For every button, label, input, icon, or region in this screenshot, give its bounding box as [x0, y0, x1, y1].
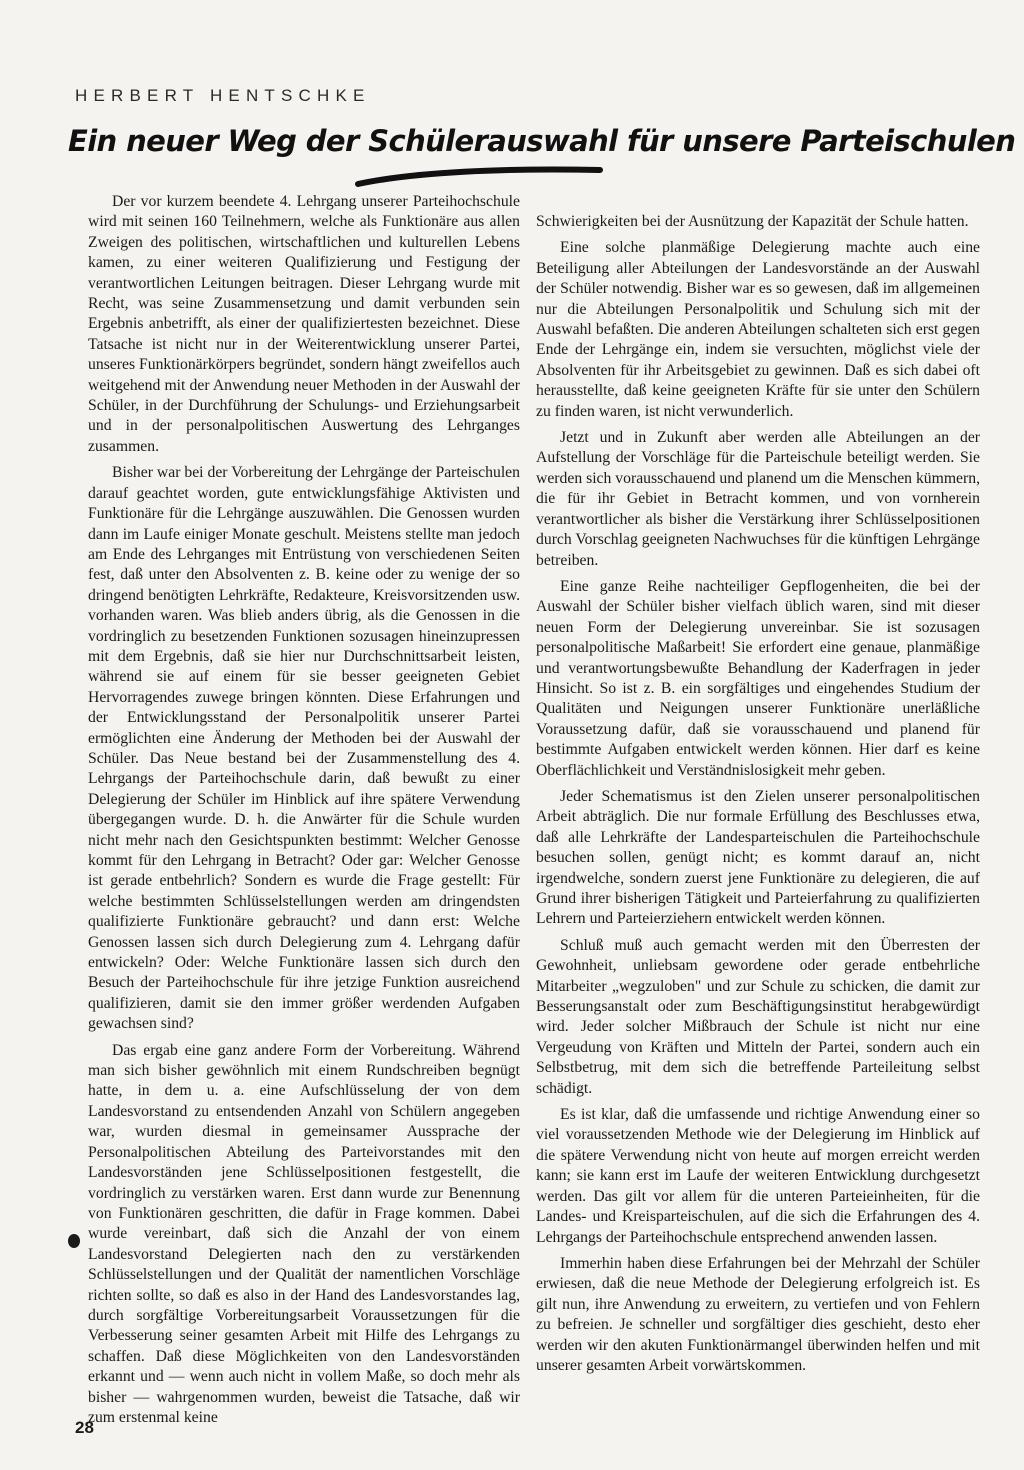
paragraph: Eine solche planmäßige Delegierung machte auch eine Beteiligung aller Abteilungen der Landesvorstände an der Auswahl der Schüler notwendig. Bisher war es so gewesen, daß im allgemeinen nur die Abteilungen Personalpolitik und Schulung sich mit der Auswahl befaßten. Die anderen Abteilungen schalteten sich erst gegen Ende der Lehrgänge ein, indem sie versuchten, möglichst viele der Absolventen für ihr Arbeitsgebiet zu gewinnen. Daß es sich dabei oft herausstellte, daß keine geeigneten Kräfte für sie unter den Schülern zu finden waren, ist nicht verwunderlich. — [536, 239, 980, 420]
paragraph: Das ergab eine ganz andere Form der Vorbereitung. Während man sich bisher gewöhnlich mit einem Rundschreiben begnügt hatte, in dem u. a. eine Aufschlüsselung der von dem Landesvorstand zu entsendenden Anzahl von Schülern angegeben war, wurden diesmal in gemeinsamer Aussprache der Personalpolitischen Abteilung des Parteivorstandes mit den Landesvorständen jene Schlüsselpositionen festgestellt, die vordringlich zu verstärken waren. Erst dann wurde zur Benennung von Funktionären geschritten, die dafür in Frage kommen. Dabei wurde vereinbart, daß sich die Anzahl der von einem Landesvorstand Delegierten nach den zu verstärkenden Schlüsselstellungen und der Qualität der namentlichen Vorschläge richten sollte, so daß es also in der Hand des Landesvorstandes lag, durch sorgfältige Vorbereitungsarbeit Voraussetzungen für die Verbesserung seiner gesamten Arbeit mit Hilfe des Lehrgangs zu schaffen. Daß diese Möglichkeiten von den Landesvorständen erkannt und — wenn auch nicht in vollem Maße, so doch mehr als bisher — wahrgenommen wurden, beweist die Tatsache, daß wir zum erstenmal keine — [88, 1041, 520, 1426]
paragraph: Jetzt und in Zukunft aber werden alle Abteilungen an der Aufstellung der Vorschläge für die Parteischule beteiligt werden. Sie werden sich vorausschauend und planend um die Menschen kümmern, die für ihr Gebiet in Betracht kommen, und von vornherein verantwortlicher als bisher die Verstärkung ihrer Schlüsselpositionen durch Vorschlag geeigneten Nachwuchses für die künftigen Lehrgänge betreiben. — [536, 429, 980, 569]
paragraph: Immerhin haben diese Erfahrungen bei der Mehrzahl der Schüler erwiesen, daß die neue Methode der Delegierung erfolgreich ist. Es gilt nun, ihre Anwendung zu erweitern, zu vertiefen und von Fehlern zu befreien. Je schneller und sorgfältiger dies geschieht, desto eher werden wir den akuten Funktionärmangel überwinden helfen und mit unserer gesamten Arbeit vorwärtskommen. — [536, 1254, 980, 1374]
ink-dot-mark — [68, 1234, 80, 1248]
paragraph: Bisher war bei der Vorbereitung der Lehrgänge der Parteischulen darauf geachtet worden, gute entwicklungsfähige Aktivisten und Funktionäre für die Lehrgänge auszuwählen. Die Genossen wurden dann im Laufe einiger Monate geschult. Meistens stellte man jedoch am Ende des Lehrganges mit Entrüstung von verschiedenen Seiten fest, daß unter den Absolventen z. B. keine oder zu wenige der so dringend benötigten Lehrkräfte, Redakteure, Kreisvorsitzenden usw. vorhanden waren. Was blieb anders übrig, als die Genossen in die vordringlich zu besetzenden Funktionen sozusagen hineinzupressen mit dem Ergebnis, daß sie hier nur Durchschnittsarbeit leisten, während sie auf einem für sie besser geeigneten Gebiet Hervorragendes zuwege bringen könnten. Diese Erfahrungen und der Entwicklungsstand der Personalpolitik unserer Partei ermöglichten eine Änderung der Methoden bei der Auswahl der Schüler. Das Neue bestand bei der Zusammenstellung des 4. Lehrgangs der Parteihochschule darin, daß bewußt zu einer Delegierung der Schüler im Hinblick auf ihre spätere Verwendung übergegangen wurde. D. h. die Anwärter für die Schule wurden nicht mehr nach den Gesichtspunkten bestimmt: Welcher Genosse kommt für den Lehrgang in Betracht? Oder gar: Welcher Genosse ist gerade entbehrlich? Sondern es wurde die Frage gestellt: Für welche bestimmten Schlüsselstellungen werden am dringendsten qualifizierte Funktionäre gebraucht? und dann erst: Welche Genossen lassen sich durch Delegierung zum 4. Lehrgang dafür entwickeln? Oder: Welche Funktionäre lassen sich durch den Besuch der Parteihochschule für ihre jetzige Funktion ausreichend qualifizieren, damit sie den immer größer werdenden Aufgaben gewachsen sind? — [88, 464, 520, 1033]
paragraph: Der vor kurzem beendete 4. Lehrgang unserer Parteihochschule wird mit seinen 160 Teilnehmern, welche als Funktionäre aus allen Zweigen des politischen, wirtschaftlichen und kulturellen Lebens kamen, zu einer weiteren Qualifizierung und Festigung der verantwortlichen Leitungen beitragen. Dieser Lehrgang wurde mit Recht, was seine Zusammensetzung und damit verbunden sein Ergebnis anbetrifft, als einer der qualifiziertesten bezeichnet. Diese Tatsache ist nicht nur in der Weiterentwicklung unserer Partei, unseres Funktionärkörpers begründet, sondern hängt zweifellos auch weitgehend mit der Anwendung neuer Methoden in der Auswahl der Schüler, in der Durchführung der Schulungs- und Erziehungsarbeit und in der personalpolitischen Auswertung des Lehrganges zusammen. — [88, 193, 520, 455]
paragraph: Jeder Schematismus ist den Zielen unserer personalpolitischen Arbeit abträglich. Die nur formale Erfüllung des Beschlusses etwa, daß alle Lehrkräfte der Landesparteischulen die Parteihochschule besuchen sollen, genügt nicht; es kommt darauf an, nicht irgendwelche, sondern zuerst jene Funktionäre zu delegieren, die auf Grund ihrer bisherigen Tätigkeit und Parteierfahrung zu qualifizierten Lehrern und Parteierziehern entwickelt werden können. — [536, 787, 980, 928]
article-title: Ein neuer Weg der Schülerauswahl für unsere Parteischulen — [68, 124, 1016, 158]
paragraph: Eine ganze Reihe nachteiliger Gepflogenheiten, die bei der Auswahl der Schüler bisher vielfach üblich waren, sind mit dieser neuen Form der Delegierung unvereinbar. Sie ist sozusagen personalpolitische Maßarbeit! Sie erfordert eine genaue, planmäßige und verantwortungsbewußte Behandlung der Kaderfragen in jeder Hinsicht. So ist z. B. ein sorgfältiges und eingehendes Studium der Qualitäten und Neigungen unserer Funktionäre unerläßliche Voraussetzung dafür, daß sie vorausschauend und planend für bestimmte Aufgaben entwickelt werden können. Hier darf es keine Oberflächlichkeit und Verständnislosigkeit mehr geben. — [536, 577, 980, 779]
author-name: HERBERT HENTSCHKE — [75, 86, 371, 105]
paragraph: Es ist klar, daß die umfassende und richtige Anwendung einer so viel voraussetzenden Methode wie der Delegierung im Hinblick auf die spätere Verwendung nicht von heute auf morgen erreicht werden kann; sie kann erst im Laufe der weiteren Entwicklung durchgesetzt werden. Das gilt vor allem für die unteren Parteieinheiten, für die Landes- und Kreisparteischulen, auf die sich die Erfahrungen des 4. Lehrgangs der Parteihochschule entsprechend anwenden lassen. — [536, 1106, 980, 1246]
paragraph-continuation: Schwierigkeiten bei der Ausnützung der Kapazität der Schule hatten. — [536, 213, 969, 230]
page-number: 28 — [75, 1418, 94, 1437]
title-underline-swoosh — [354, 160, 604, 190]
paragraph: Schluß muß auch gemacht werden mit den Überresten der Gewohnheit, unliebsam gewordene oder gerade entbehrliche Mitarbeiter „wegzuloben" und zur Schule zu schicken, die damit zur Besserungsanstalt oder zum Beschäftigungsinstitut herabgewürdigt wird. Jeder solcher Mißbrauch der Schule ist nicht nur eine Vergeudung von Kräften und Mitteln der Partei, sondern auch ein Selbstbetrug, mit dem sich die betreffende Parteileitung selbst schädigt. — [536, 936, 980, 1097]
left-column — [88, 192, 520, 1434]
right-column — [536, 212, 980, 1382]
